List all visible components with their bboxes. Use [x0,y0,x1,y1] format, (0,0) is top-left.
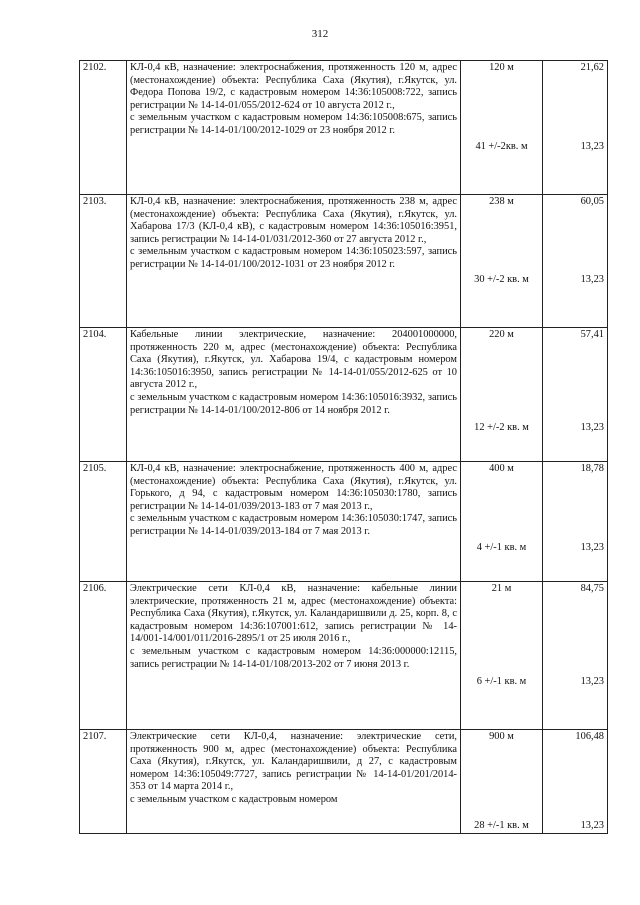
value-cell [543,195,608,328]
length-value: 400 м [489,463,514,474]
value-cell [543,61,608,195]
table-row [80,195,608,328]
value-secondary: 13,23 [580,820,604,832]
value-secondary: 13,23 [580,274,604,286]
value-primary: 84,75 [580,583,604,594]
row-number: 2102. [80,61,127,195]
object-main-text: КЛ-0,4 кВ, назначение: электроснабжения, протяженность 120 м, адрес (местонахождение) объекта: Республика Саха (Якутия), г.Якутск, ул. Федора Попова 19/2, с кадастровым номером 14:36:105008:722, запись регистрации № 14-14-01/055/2012-624 от 10 августа 2012 г., [130,62,457,111]
area-value: 4 +/-1 кв. м [476,542,527,554]
object-description [127,730,461,834]
row-number: 2106. [80,582,127,730]
row-number: 2105. [80,462,127,582]
length-value: 220 м [489,329,514,340]
object-description [127,195,461,328]
length-area-cell [461,462,543,582]
value-secondary: 13,23 [580,542,604,554]
object-main-text: Электрические сети КЛ-0,4, назначение: электрические сети, протяженность 900 м, адрес (местонахождение) объекта: Республика Саха (Якутия), г.Якутск, ул. Каландаришвили, д 27, с кадастровым номером 14:36:105049:7727, запись регистрации № 14-14-01/201/2014-353 от 14 марта 2014 г., [130,731,457,793]
area-value: 41 +/-2кв. м [475,141,528,153]
area-value: 12 +/-2 кв. м [474,422,529,434]
object-description [127,328,461,462]
table-row [80,462,608,582]
value-secondary: 13,23 [580,422,604,434]
land-plot-text: с земельным участком с кадастровым номером 14:36:000000:12115, запись регистрации № 14-14-01/108/2013-202 от 7 июня 2013 г. [130,645,457,670]
value-secondary: 13,23 [580,141,604,153]
value-secondary: 13,23 [580,676,604,688]
row-number: 2104. [80,328,127,462]
length-value: 900 м [489,731,514,742]
length-area-cell [461,582,543,730]
land-plot-text: с земельным участком с кадастровым номером 14:36:105016:3932, запись регистрации № 14-14-01/100/2012-806 от 14 ноября 2012 г. [130,391,457,416]
row-number: 2107. [80,730,127,834]
object-main-text: Электрические сети КЛ-0,4 кВ, назначение: кабельные линии электрические, протяженность 21 м, адрес (местонахождение) объекта: Республика Саха (Якутия), г.Якутск, ул. Каландаришвили д. 25, корп. 8, с кадастровым номером 14:36:107001:612, запись регистрации № 14-14/001-14/001/011/2016-2895/1 от 25 июля 2016 г., [130,583,457,645]
length-area-cell [461,328,543,462]
length-area-cell [461,730,543,834]
land-plot-text: с земельным участком с кадастровым номером [130,793,338,805]
row-number: 2103. [80,195,127,328]
table-row [80,328,608,462]
object-description [127,61,461,195]
value-primary: 57,41 [580,329,604,340]
object-main-text: Кабельные линии электрические, назначение: 204001000000, протяженность 220 м, адрес (местонахождение) объекта: Республика Саха (Якутия), г.Якутск, ул. Хабарова 19/4, с кадастровым номером 14:36:105016:3950, запись регистрации № 14-14-01/055/2012-625 от 10 августа 2012 г., [130,329,457,391]
property-register-table [79,60,608,834]
value-cell [543,462,608,582]
length-area-cell [461,195,543,328]
length-value: 21 м [491,583,512,594]
land-plot-text: с земельным участком с кадастровым номером 14:36:105023:597, запись регистрации № 14-14-01/100/2012-1031 от 23 ноября 2012 г. [130,246,457,270]
object-main-text: КЛ-0,4 кВ, назначение: электроснабжения, протяженность 238 м, адрес (местонахождение) объекта: Республика Саха (Якутия), г.Якутск, ул. Хабарова 17/3 (КЛ-0,4 кВ), с кадастровым номером 14:36:105016:3951, запись регистрации № 14-14-01/031/2012-360 от 27 августа 2012 г., [130,196,457,245]
land-plot-text: с земельным участком с кадастровым номером 14:36:105030:1747, запись регистрации № 14-14-01/039/2013-184 от 7 мая 2013 г. [130,513,457,537]
value-primary: 106,48 [575,731,604,742]
table-row [80,61,608,195]
object-main-text: КЛ-0,4 кВ, назначение: электроснабжение, протяженность 400 м, адрес (местонахождение) объекта: Республика Саха (Якутия), г.Якутск, ул. Горького, д 94, с кадастровым номером 14:36:105030:1780, запись регистрации № 14-14-01/039/2013-183 от 7 мая 2013 г., [130,463,457,512]
value-primary: 18,78 [580,463,604,474]
page-number: 312 [311,28,329,40]
value-cell [543,582,608,730]
value-primary: 60,05 [580,196,604,207]
area-value: 30 +/-2 кв. м [474,274,529,286]
area-value: 6 +/-1 кв. м [476,676,527,688]
length-area-cell [461,61,543,195]
table-row [80,582,608,730]
length-value: 120 м [489,62,514,73]
value-primary: 21,62 [580,62,604,73]
area-value: 28 +/-1 кв. м [474,820,529,832]
table-row [80,730,608,834]
value-cell [543,328,608,462]
object-description [127,462,461,582]
length-value: 238 м [489,196,514,207]
land-plot-text: с земельным участком с кадастровым номером 14:36:105008:675, запись регистрации № 14-14-01/100/2012-1029 от 23 ноября 2012 г. [130,112,457,136]
value-cell [543,730,608,834]
object-description [127,582,461,730]
